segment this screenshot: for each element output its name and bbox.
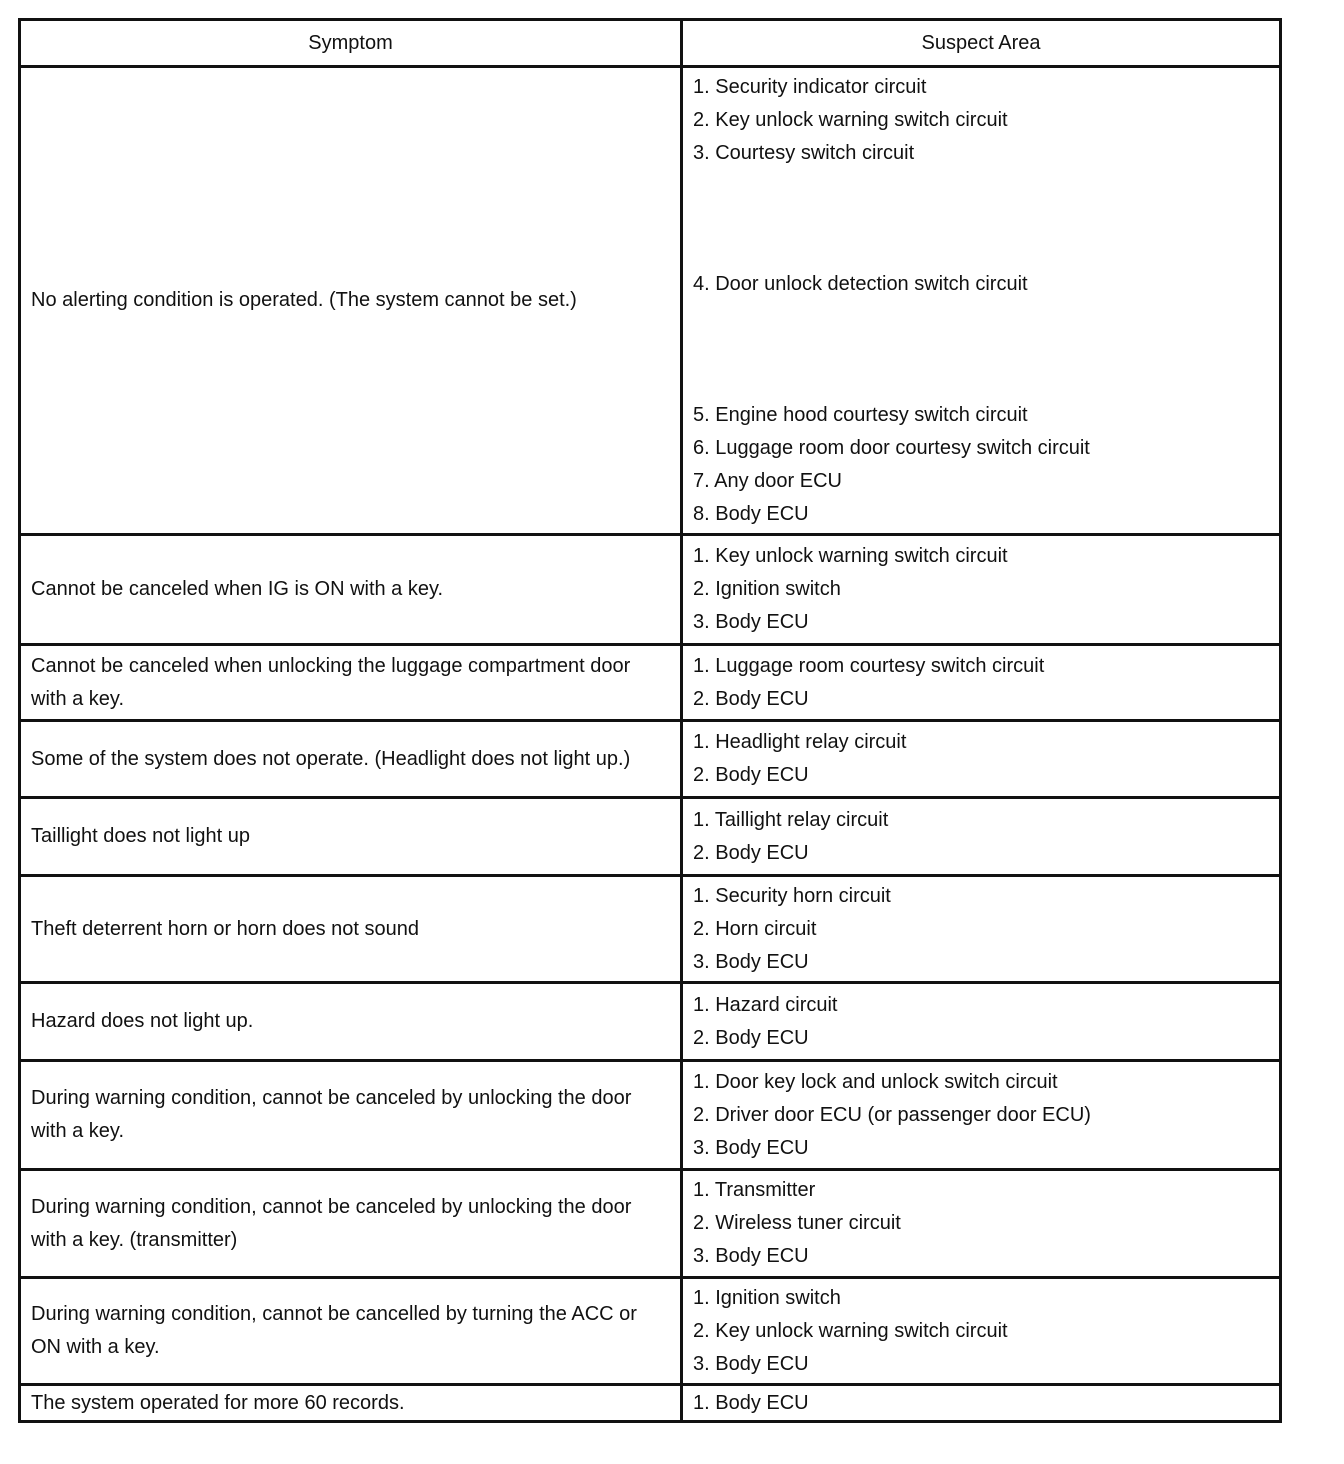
suspect-list — [693, 804, 1269, 870]
suspect-item: 3. Courtesy switch circuit — [693, 141, 915, 164]
table-row — [20, 1061, 1281, 1170]
suspect-list — [693, 650, 1269, 716]
suspect-list — [693, 1282, 1269, 1381]
suspect-area-cell — [682, 876, 1281, 983]
symptom-cell: Cannot be canceled when unlocking the luggage compartment door with a key. — [20, 645, 682, 721]
suspect-list — [693, 1387, 1269, 1420]
suspect-area-cell — [682, 535, 1281, 645]
suspect-item: 3. Body ECU — [693, 1245, 809, 1267]
suspect-item: 1. Hazard circuit — [693, 993, 838, 1016]
suspect-list — [693, 1066, 1269, 1165]
table-row — [20, 67, 1281, 535]
table-row — [20, 721, 1281, 798]
suspect-list — [693, 540, 1269, 639]
table-row — [20, 535, 1281, 645]
suspect-item: 2. Body ECU — [693, 841, 809, 864]
symptom-table — [18, 18, 1282, 1423]
header-symptom: Symptom — [20, 20, 682, 67]
suspect-list — [693, 1174, 1269, 1273]
suspect-item: 6. Luggage room door courtesy switch circuit — [693, 436, 1090, 459]
suspect-item: 1. Security horn circuit — [693, 884, 891, 907]
suspect-item: 8. Body ECU — [693, 502, 809, 525]
suspect-area-cell — [682, 67, 1281, 535]
suspect-item: 2. Horn circuit — [693, 917, 817, 940]
suspect-item: 1. Security indicator circuit — [693, 75, 927, 98]
suspect-list — [693, 726, 1269, 792]
suspect-item: 3. Body ECU — [693, 950, 809, 973]
suspect-item: 1. Transmitter — [693, 1179, 816, 1201]
table-row — [20, 1278, 1281, 1385]
suspect-item: 1. Headlight relay circuit — [693, 731, 907, 753]
symptom-cell: During warning condition, cannot be canceled by unlocking the door with a key. (transmitter) — [20, 1170, 682, 1278]
suspect-item: 2. Driver door ECU (or passenger door ECU) — [693, 1103, 1091, 1126]
table-row — [20, 1385, 1281, 1422]
header-suspect-area: Suspect Area — [682, 20, 1281, 67]
suspect-item: 2. Key unlock warning switch circuit — [693, 1319, 1008, 1342]
suspect-item: 2. Ignition switch — [693, 578, 841, 600]
symptom-cell: Hazard does not light up. — [20, 983, 682, 1061]
suspect-list — [693, 880, 1269, 979]
suspect-area-cell — [682, 1278, 1281, 1385]
suspect-area-cell — [682, 1170, 1281, 1278]
symptom-cell: No alerting condition is operated. (The system cannot be set.) — [20, 67, 682, 535]
suspect-item: 2. Body ECU — [693, 1026, 809, 1049]
suspect-item: 1. Luggage room courtesy switch circuit — [693, 654, 1045, 677]
suspect-item: 5. Engine hood courtesy switch circuit — [693, 403, 1028, 426]
symptom-cell: Taillight does not light up — [20, 798, 682, 876]
symptom-cell: Theft deterrent horn or horn does not sound — [20, 876, 682, 983]
table-body — [20, 67, 1281, 1422]
suspect-item: 2. Wireless tuner circuit — [693, 1212, 901, 1234]
suspect-item: 1. Key unlock warning switch circuit — [693, 545, 1008, 567]
symptom-cell: Cannot be canceled when IG is ON with a key. — [20, 535, 682, 645]
suspect-area-cell — [682, 1061, 1281, 1170]
table-row — [20, 983, 1281, 1061]
suspect-item: 4. Door unlock detection switch circuit — [693, 272, 1028, 295]
suspect-item: 2. Body ECU — [693, 764, 809, 786]
suspect-item: 3. Body ECU — [693, 1352, 809, 1375]
table-row — [20, 876, 1281, 983]
symptom-cell: Some of the system does not operate. (Headlight does not light up.) — [20, 721, 682, 798]
suspect-item: 3. Body ECU — [693, 611, 809, 633]
table-row — [20, 798, 1281, 876]
suspect-area-cell — [682, 721, 1281, 798]
suspect-item: 2. Key unlock warning switch circuit — [693, 108, 1008, 131]
suspect-item: 1. Body ECU — [693, 1391, 809, 1414]
suspect-area-cell — [682, 1385, 1281, 1422]
suspect-item: 1. Door key lock and unlock switch circuit — [693, 1070, 1058, 1093]
header-row — [20, 20, 1281, 67]
symptom-cell: During warning condition, cannot be canceled by unlocking the door with a key. — [20, 1061, 682, 1170]
symptom-cell: The system operated for more 60 records. — [20, 1385, 682, 1422]
suspect-item: 1. Ignition switch — [693, 1286, 841, 1309]
suspect-list — [693, 989, 1269, 1055]
suspect-area-cell — [682, 645, 1281, 721]
suspect-item: 3. Body ECU — [693, 1136, 809, 1159]
suspect-list — [693, 71, 1269, 531]
suspect-item: 7. Any door ECU — [693, 469, 842, 492]
suspect-area-cell — [682, 983, 1281, 1061]
table-row — [20, 1170, 1281, 1278]
symptom-cell: During warning condition, cannot be cancelled by turning the ACC or ON with a key. — [20, 1278, 682, 1385]
suspect-item: 1. Taillight relay circuit — [693, 808, 889, 831]
table-row — [20, 645, 1281, 721]
suspect-area-cell — [682, 798, 1281, 876]
suspect-item: 2. Body ECU — [693, 687, 809, 710]
